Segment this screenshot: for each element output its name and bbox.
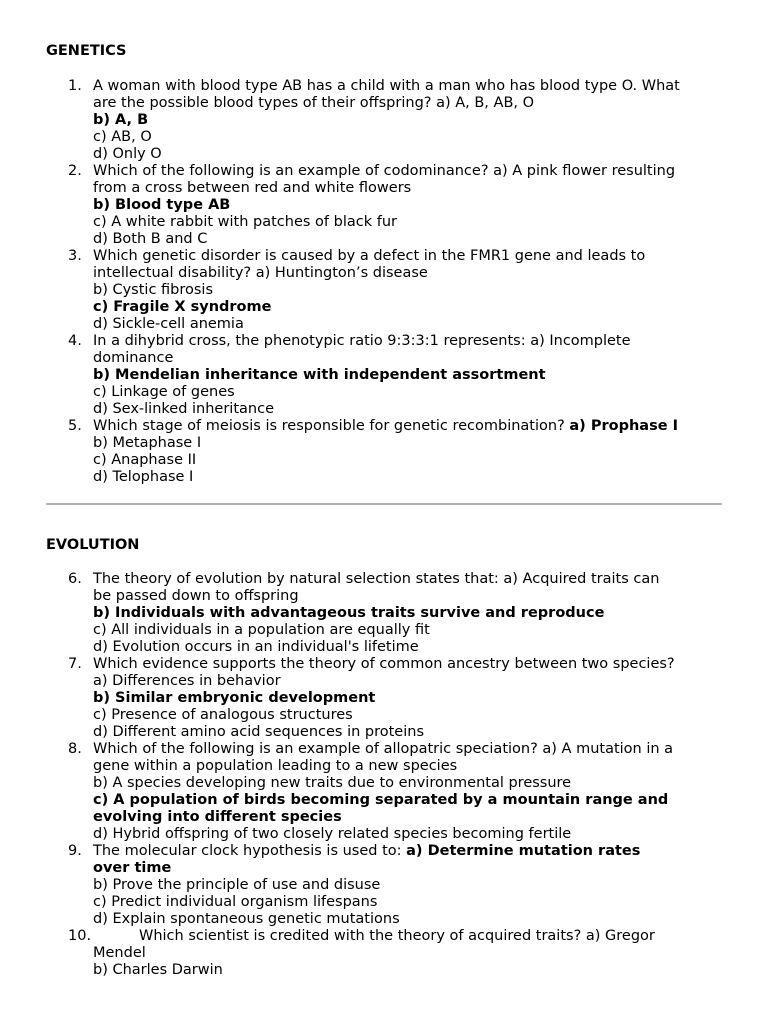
question-line xyxy=(93,129,726,146)
question-line xyxy=(93,435,726,452)
question-line xyxy=(93,877,726,894)
question-line xyxy=(93,758,726,775)
line-text: Which evidence supports the theory of common ancestry between two species? xyxy=(93,656,675,672)
line-text: b) A species developing new traits due to environmental pressure xyxy=(93,775,572,791)
line-text: Which of the following is an example of codominance? a) A pink flower resulting xyxy=(93,163,676,179)
question-number: 1. xyxy=(68,78,82,94)
section-heading-genetics: GENETICS xyxy=(46,43,127,59)
question-item xyxy=(46,741,726,843)
question-line xyxy=(93,962,726,979)
line-text: c) All individuals in a population are equally fit xyxy=(93,622,430,638)
line-text: In a dihybrid cross, the phenotypic ratio 9:3:3:1 represents: a) Incomplete xyxy=(93,333,631,349)
question-line xyxy=(93,928,726,945)
line-text: d) Different amino acid sequences in proteins xyxy=(93,724,424,740)
line-text: d) Sex-linked inheritance xyxy=(93,401,274,417)
line-text: c) AB, O xyxy=(93,129,152,145)
line-text: intellectual disability? a) Huntington’s disease xyxy=(93,265,428,281)
line-text: c) Anaphase II xyxy=(93,452,197,468)
line-text: c) A white rabbit with patches of black fur xyxy=(93,214,397,230)
line-text: gene within a population leading to a new species xyxy=(93,758,458,774)
question-line xyxy=(93,95,726,112)
line-text: from a cross between red and white flowers xyxy=(93,180,412,196)
line-text: b) Individuals with advantageous traits survive and reproduce xyxy=(93,605,605,621)
question-item xyxy=(46,163,726,248)
line-text: Which stage of meiosis is responsible for genetic recombination? xyxy=(93,418,570,434)
question-number: 10. xyxy=(68,928,92,944)
question-line xyxy=(93,571,726,588)
line-text: d) Sickle-cell anemia xyxy=(93,316,244,332)
answer-line-correct xyxy=(93,299,726,316)
question-item xyxy=(46,333,726,418)
answer-line-correct xyxy=(93,690,726,707)
answer-line-correct xyxy=(93,809,726,826)
line-text: c) A population of birds becoming separated by a mountain range and xyxy=(93,792,669,808)
question-item xyxy=(46,78,726,163)
answer-line-correct xyxy=(93,605,726,622)
question-line xyxy=(93,231,726,248)
question-number: 8. xyxy=(68,741,82,757)
question-line xyxy=(93,316,726,333)
question-line xyxy=(93,350,726,367)
question-line xyxy=(93,180,726,197)
question-line xyxy=(93,401,726,418)
line-text: Which scientist is credited with the theory of acquired traits? a) Gregor xyxy=(139,928,655,944)
line-text: The theory of evolution by natural selection states that: a) Acquired traits can xyxy=(93,571,660,587)
line-text: The molecular clock hypothesis is used to: xyxy=(93,843,407,859)
question-line xyxy=(93,622,726,639)
question-line xyxy=(93,469,726,486)
question-line xyxy=(93,724,726,741)
question-number: 9. xyxy=(68,843,82,859)
question-item xyxy=(46,571,726,656)
question-line xyxy=(93,214,726,231)
line-text: Mendel xyxy=(93,945,146,961)
section-heading-evolution: EVOLUTION xyxy=(46,537,140,553)
question-number: 2. xyxy=(68,163,82,179)
question-line xyxy=(93,639,726,656)
line-text: b) Blood type AB xyxy=(93,197,231,213)
line-text: be passed down to offspring xyxy=(93,588,299,604)
line-text: evolving into different species xyxy=(93,809,342,825)
answer-line-correct xyxy=(93,197,726,214)
question-item xyxy=(46,248,726,333)
question-item xyxy=(46,928,726,979)
question-line xyxy=(93,775,726,792)
question-line xyxy=(93,656,726,673)
question-line xyxy=(93,248,726,265)
question-line xyxy=(93,707,726,724)
line-text: d) Explain spontaneous genetic mutations xyxy=(93,911,400,927)
question-line xyxy=(93,945,726,962)
answer-inline-correct: a) Determine mutation rates xyxy=(406,843,641,859)
question-line xyxy=(93,911,726,928)
question-line xyxy=(93,843,726,860)
line-text: d) Both B and C xyxy=(93,231,208,247)
line-text: c) Predict individual organism lifespans xyxy=(93,894,378,910)
line-text: b) Mendelian inheritance with independent assortment xyxy=(93,367,546,383)
question-line xyxy=(93,384,726,401)
question-number: 3. xyxy=(68,248,82,264)
line-text: A woman with blood type AB has a child with a man who has blood type O. What xyxy=(93,78,680,94)
line-text: Which genetic disorder is caused by a defect in the FMR1 gene and leads to xyxy=(93,248,646,264)
line-text: Which of the following is an example of allopatric speciation? a) A mutation in a xyxy=(93,741,674,757)
question-line xyxy=(93,673,726,690)
answer-line-correct xyxy=(93,792,726,809)
line-text: c) Presence of analogous structures xyxy=(93,707,353,723)
line-text: b) Cystic fibrosis xyxy=(93,282,214,298)
answer-inline-correct: a) Prophase I xyxy=(569,418,678,434)
question-line xyxy=(93,418,726,435)
line-text: d) Hybrid offspring of two closely related species becoming fertile xyxy=(93,826,572,842)
question-item xyxy=(46,418,726,486)
question-number: 4. xyxy=(68,333,82,349)
line-text: d) Telophase I xyxy=(93,469,194,485)
question-list-genetics xyxy=(46,78,726,486)
answer-line-correct xyxy=(93,860,726,877)
answer-line-correct xyxy=(93,367,726,384)
question-number: 6. xyxy=(68,571,82,587)
question-line xyxy=(93,163,726,180)
question-line xyxy=(93,282,726,299)
question-number: 7. xyxy=(68,656,82,672)
line-text: b) A, B xyxy=(93,112,149,128)
line-text: c) Linkage of genes xyxy=(93,384,235,400)
question-line xyxy=(93,741,726,758)
question-line xyxy=(93,333,726,350)
line-text: a) Differences in behavior xyxy=(93,673,281,689)
line-text: dominance xyxy=(93,350,174,366)
question-line xyxy=(93,826,726,843)
line-text: b) Charles Darwin xyxy=(93,962,223,978)
section-divider xyxy=(46,503,722,505)
question-line xyxy=(93,265,726,282)
line-text: are the possible blood types of their offspring? a) A, B, AB, O xyxy=(93,95,535,111)
question-line xyxy=(93,588,726,605)
question-item xyxy=(46,843,726,928)
line-text: b) Similar embryonic development xyxy=(93,690,376,706)
line-text: c) Fragile X syndrome xyxy=(93,299,272,315)
line-text: d) Only O xyxy=(93,146,162,162)
question-number: 5. xyxy=(68,418,82,434)
answer-line-correct xyxy=(93,112,726,129)
line-text: over time xyxy=(93,860,172,876)
question-line xyxy=(93,78,726,95)
line-text: b) Metaphase I xyxy=(93,435,202,451)
line-text: b) Prove the principle of use and disuse xyxy=(93,877,381,893)
question-list-evolution xyxy=(46,571,726,979)
question-line xyxy=(93,452,726,469)
question-line xyxy=(93,146,726,163)
line-text: d) Evolution occurs in an individual's lifetime xyxy=(93,639,419,655)
question-item xyxy=(46,656,726,741)
question-line xyxy=(93,894,726,911)
